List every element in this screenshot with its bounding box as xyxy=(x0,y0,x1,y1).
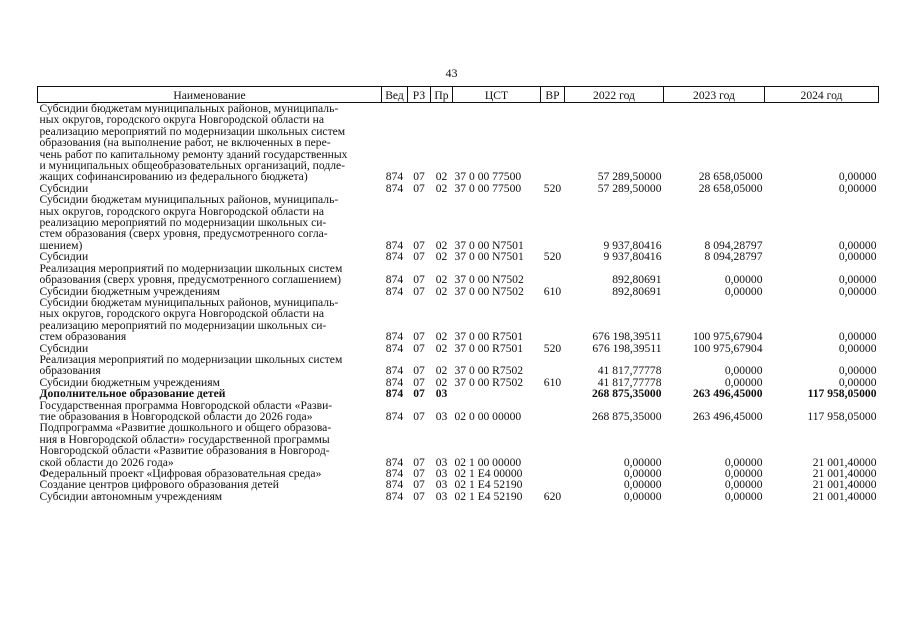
name-line: Субсидии xyxy=(39,341,89,355)
header-2024: 2024 год xyxy=(765,87,879,103)
name-line: ния в Новгородской области» государственной программы xyxy=(39,432,330,446)
page-number: 43 xyxy=(445,66,458,80)
cell-2024: 0,00000 xyxy=(838,170,877,184)
cell-2024: 0,00000 xyxy=(838,364,877,378)
table-row xyxy=(38,251,879,262)
cell-cst: 02 1 Е4 52190 xyxy=(454,489,523,503)
cell-rz: 07 xyxy=(413,364,425,378)
name-line: стем образования (сверх уровня, предусмотренного согла- xyxy=(39,227,328,241)
cell-vr xyxy=(541,354,565,377)
name-line: ской области до 2026 года» xyxy=(39,455,174,469)
cell-pr: 02 xyxy=(435,330,448,344)
name-line: Федеральный проект «Цифровая образовательная среда» xyxy=(39,467,322,480)
name-line: Субсидии автономным учреждениям xyxy=(39,489,223,503)
cell-pr: 02 xyxy=(435,250,448,264)
name-line: реализацию мероприятий по модернизации школьных си- xyxy=(39,318,327,332)
table-row xyxy=(38,388,879,399)
header-vr: ВР xyxy=(541,87,565,103)
name-line: Государственная программа Новгородской области «Разви- xyxy=(39,398,333,412)
name-line: Новгородской области «Развитие образования в Новгород- xyxy=(39,444,330,458)
name-line: шением) xyxy=(39,238,83,252)
cell-2024: 21 001,40000 xyxy=(812,478,877,492)
cell-vr: 520 xyxy=(543,181,562,195)
cell-2023: 28 658,05000 xyxy=(698,181,763,195)
name-line: Дополнительное образование детей xyxy=(39,387,226,401)
cell-2023: 0,00000 xyxy=(724,478,763,492)
cell-name xyxy=(38,400,382,423)
cell-ved: 874 xyxy=(385,330,404,344)
cell-ved: 874 xyxy=(385,467,404,480)
cell-vr xyxy=(541,297,565,343)
cell-ved: 874 xyxy=(385,170,404,184)
cell-rz: 07 xyxy=(413,467,425,480)
cell-ved: 874 xyxy=(385,284,404,298)
header-pr: Пр xyxy=(431,87,453,103)
cell-2024: 117 958,05000 xyxy=(807,387,877,401)
header-name: Наименование xyxy=(38,87,382,103)
cell-rz: 07 xyxy=(413,341,425,355)
name-line: Создание центров цифрового образования детей xyxy=(39,478,280,492)
cell-name xyxy=(38,297,382,343)
cell-cst: 37 0 00 N7501 xyxy=(454,238,524,252)
name-line: ных округов, городского округа Новгородской области на xyxy=(39,204,324,218)
cell-name xyxy=(38,194,382,251)
name-line: Подпрограмма «Развитие дошкольного и общего образова- xyxy=(39,421,332,435)
cell-2023: 263 496,45000 xyxy=(692,409,763,423)
cell-cst: 02 1 Е4 52190 xyxy=(454,478,523,492)
cell-pr: 03 xyxy=(435,467,448,480)
name-line: жащих софинансированию из федерального бюджета) xyxy=(39,170,308,184)
cell-pr: 03 xyxy=(435,489,448,503)
cell-vr xyxy=(541,468,565,479)
cell-vr xyxy=(541,263,565,286)
cell-rz: 07 xyxy=(413,181,425,195)
name-line: образования xyxy=(39,364,101,378)
cell-2023: 0,00000 xyxy=(724,284,763,298)
name-line: Субсидии бюджетным учреждениям xyxy=(39,284,220,298)
table-row xyxy=(38,491,879,502)
cell-2023: 28 658,05000 xyxy=(698,170,763,184)
cell-2022: 268 875,35000 xyxy=(591,409,662,423)
cell-ved: 874 xyxy=(385,341,404,355)
cell-2023: 0,00000 xyxy=(724,455,763,469)
cell-ved: 874 xyxy=(385,375,404,389)
name-line: чень работ по капитальному ремонту зданий государственных xyxy=(39,147,348,161)
table-row xyxy=(38,354,879,377)
cell-vr: 610 xyxy=(543,375,562,389)
cell-rz: 07 xyxy=(413,455,425,469)
table-row xyxy=(38,194,879,251)
cell-pr: 02 xyxy=(435,238,448,252)
cell-cst: 37 0 00 R7501 xyxy=(454,341,524,355)
cell-pr: 03 xyxy=(435,455,448,469)
cell-2023: 100 975,67904 xyxy=(692,330,763,344)
cell-ved: 874 xyxy=(385,181,404,195)
table-row xyxy=(38,263,879,286)
cell-ved: 874 xyxy=(385,250,404,264)
cell-cst: 02 1 00 00000 xyxy=(454,455,522,469)
cell-vr xyxy=(541,103,565,183)
header-2022: 2022 год xyxy=(565,87,664,103)
cell-cst: 02 1 Е4 00000 xyxy=(454,467,523,480)
table-row xyxy=(38,400,879,423)
cell-vr xyxy=(541,422,565,468)
cell-rz: 07 xyxy=(413,330,425,344)
name-line: Субсидии бюджетам муниципальных районов, муниципаль- xyxy=(39,295,339,309)
table-row xyxy=(38,297,879,343)
name-line: тие образования в Новгородской области до 2026 года» xyxy=(39,409,313,423)
cell-2024: 0,00000 xyxy=(838,284,877,298)
cell-cst: 37 0 00 R7502 xyxy=(454,375,524,389)
cell-vr: 520 xyxy=(543,250,562,264)
table-row xyxy=(38,103,879,183)
cell-2022: 0,00000 xyxy=(623,489,662,503)
header-2023: 2023 год xyxy=(664,87,765,103)
name-line: Субсидии бюджетам муниципальных районов, муниципаль- xyxy=(39,102,339,115)
cell-rz: 07 xyxy=(413,375,425,389)
cell-2023: 8 094,28797 xyxy=(704,250,763,264)
cell-2023: 0,00000 xyxy=(724,467,763,480)
name-line: Реализация мероприятий по модернизации школьных систем xyxy=(39,261,343,275)
cell-2022: 0,00000 xyxy=(623,478,662,492)
cell-rz: 07 xyxy=(413,409,425,423)
header-cst: ЦСТ xyxy=(453,87,541,103)
name-line: реализацию мероприятий по модернизации школьных си- xyxy=(39,216,327,230)
cell-ved: 874 xyxy=(385,455,404,469)
cell-cst: 37 0 00 R7501 xyxy=(454,330,524,344)
cell-ved: 874 xyxy=(385,489,404,503)
budget-table xyxy=(37,86,879,502)
cell-rz: 07 xyxy=(413,284,425,298)
cell-pr: 02 xyxy=(435,375,448,389)
cell-2022: 268 875,35000 xyxy=(591,387,662,401)
cell-2024: 21 001,40000 xyxy=(812,455,877,469)
cell-2023: 0,00000 xyxy=(724,364,763,378)
cell-2022: 9 937,80416 xyxy=(603,238,662,252)
cell-pr: 02 xyxy=(435,181,448,195)
cell-2024: 0,00000 xyxy=(838,181,877,195)
cell-name xyxy=(38,354,382,377)
cell-2022: 0,00000 xyxy=(623,455,662,469)
table-header xyxy=(38,87,879,103)
cell-cst: 37 0 00 N7501 xyxy=(454,250,524,264)
cell-cst: 37 0 00 77500 xyxy=(454,181,522,195)
cell-name xyxy=(38,491,382,502)
cell-2022: 57 289,50000 xyxy=(597,170,662,184)
cell-name xyxy=(38,422,382,468)
cell-2024: 0,00000 xyxy=(838,238,877,252)
cell-pr: 02 xyxy=(435,364,448,378)
cell-2022: 57 289,50000 xyxy=(597,181,662,195)
cell-2023: 0,00000 xyxy=(724,375,763,389)
cell-2024: 0,00000 xyxy=(838,375,877,389)
name-line: реализацию мероприятий по модернизации школьных систем xyxy=(39,124,346,138)
cell-cst: 37 0 00 N7502 xyxy=(454,273,524,287)
table-body xyxy=(38,103,879,503)
cell-2022: 892,80691 xyxy=(612,273,662,287)
cell-pr: 02 xyxy=(435,273,448,287)
cell-pr: 03 xyxy=(435,409,448,423)
cell-2024: 0,00000 xyxy=(838,273,877,287)
cell-2022: 676 198,39511 xyxy=(592,341,662,355)
cell-2022: 41 817,77778 xyxy=(597,375,662,389)
cell-rz: 07 xyxy=(413,489,425,503)
cell-vr: 520 xyxy=(543,341,562,355)
cell-pr: 03 xyxy=(435,387,448,401)
name-line: ных округов, городского округа Новгородской области на xyxy=(39,113,324,127)
name-line: ных округов, городского округа Новгородской области на xyxy=(39,307,324,321)
cell-cst: 37 0 00 R7502 xyxy=(454,364,524,378)
cell-pr: 03 xyxy=(435,478,448,492)
cell-name xyxy=(38,263,382,286)
cell-2022: 676 198,39511 xyxy=(592,330,662,344)
cell-2023: 8 094,28797 xyxy=(704,238,763,252)
cell-2024: 21 001,40000 xyxy=(812,489,877,503)
name-line: Реализация мероприятий по модернизации школьных систем xyxy=(39,352,343,366)
cell-ved: 874 xyxy=(385,387,404,401)
name-line: Субсидии бюджетам муниципальных районов, муниципаль- xyxy=(39,193,339,207)
name-line: Субсидии бюджетным учреждениям xyxy=(39,375,220,389)
cell-vr xyxy=(541,400,565,423)
cell-cst xyxy=(453,388,541,399)
cell-2022: 41 817,77778 xyxy=(597,364,662,378)
cell-2023: 100 975,67904 xyxy=(692,341,763,355)
cell-name xyxy=(38,103,382,183)
cell-2024: 0,00000 xyxy=(838,330,877,344)
cell-ved: 874 xyxy=(385,409,404,423)
cell-2022: 0,00000 xyxy=(623,467,662,480)
cell-pr: 02 xyxy=(435,170,448,184)
cell-rz: 07 xyxy=(413,238,425,252)
cell-ved: 874 xyxy=(385,238,404,252)
cell-2022: 9 937,80416 xyxy=(603,250,662,264)
cell-name xyxy=(38,388,382,399)
cell-cst: 02 0 00 00000 xyxy=(454,409,522,423)
cell-pr: 02 xyxy=(435,341,448,355)
name-line: образования (на выполнение работ, не включенных в пере- xyxy=(39,136,331,150)
cell-2023: 0,00000 xyxy=(724,273,763,287)
cell-rz: 07 xyxy=(413,273,425,287)
cell-vr xyxy=(541,194,565,251)
cell-2024: 0,00000 xyxy=(838,341,877,355)
header-rz: РЗ xyxy=(408,87,431,103)
cell-rz: 07 xyxy=(413,250,425,264)
cell-cst: 37 0 00 N7502 xyxy=(454,284,524,298)
name-line: Субсидии xyxy=(39,181,89,195)
table-row xyxy=(38,422,879,468)
cell-2024: 21 001,40000 xyxy=(812,467,877,480)
cell-rz: 07 xyxy=(413,170,425,184)
cell-2024: 0,00000 xyxy=(838,250,877,264)
name-line: Субсидии xyxy=(39,250,89,264)
cell-2022: 892,80691 xyxy=(612,284,662,298)
cell-rz: 07 xyxy=(413,387,425,401)
cell-name xyxy=(38,251,382,262)
cell-vr: 620 xyxy=(543,489,562,503)
cell-ved: 874 xyxy=(385,273,404,287)
cell-ved: 874 xyxy=(385,478,404,492)
cell-cst: 37 0 00 77500 xyxy=(454,170,522,184)
cell-2024: 117 958,05000 xyxy=(807,409,877,423)
name-line: образования (сверх уровня, предусмотренного соглашением) xyxy=(39,273,342,287)
name-line: и муниципальных общеобразовательных организаций, подле- xyxy=(39,159,346,173)
header-ved: Вед xyxy=(382,87,408,103)
name-line: стем образования xyxy=(39,330,127,344)
cell-vr: 610 xyxy=(543,284,562,298)
cell-pr: 02 xyxy=(435,284,448,298)
cell-rz: 07 xyxy=(413,478,425,492)
cell-ved: 874 xyxy=(385,364,404,378)
cell-2023: 0,00000 xyxy=(724,489,763,503)
cell-2023: 263 496,45000 xyxy=(692,387,763,401)
cell-vr xyxy=(541,388,565,399)
